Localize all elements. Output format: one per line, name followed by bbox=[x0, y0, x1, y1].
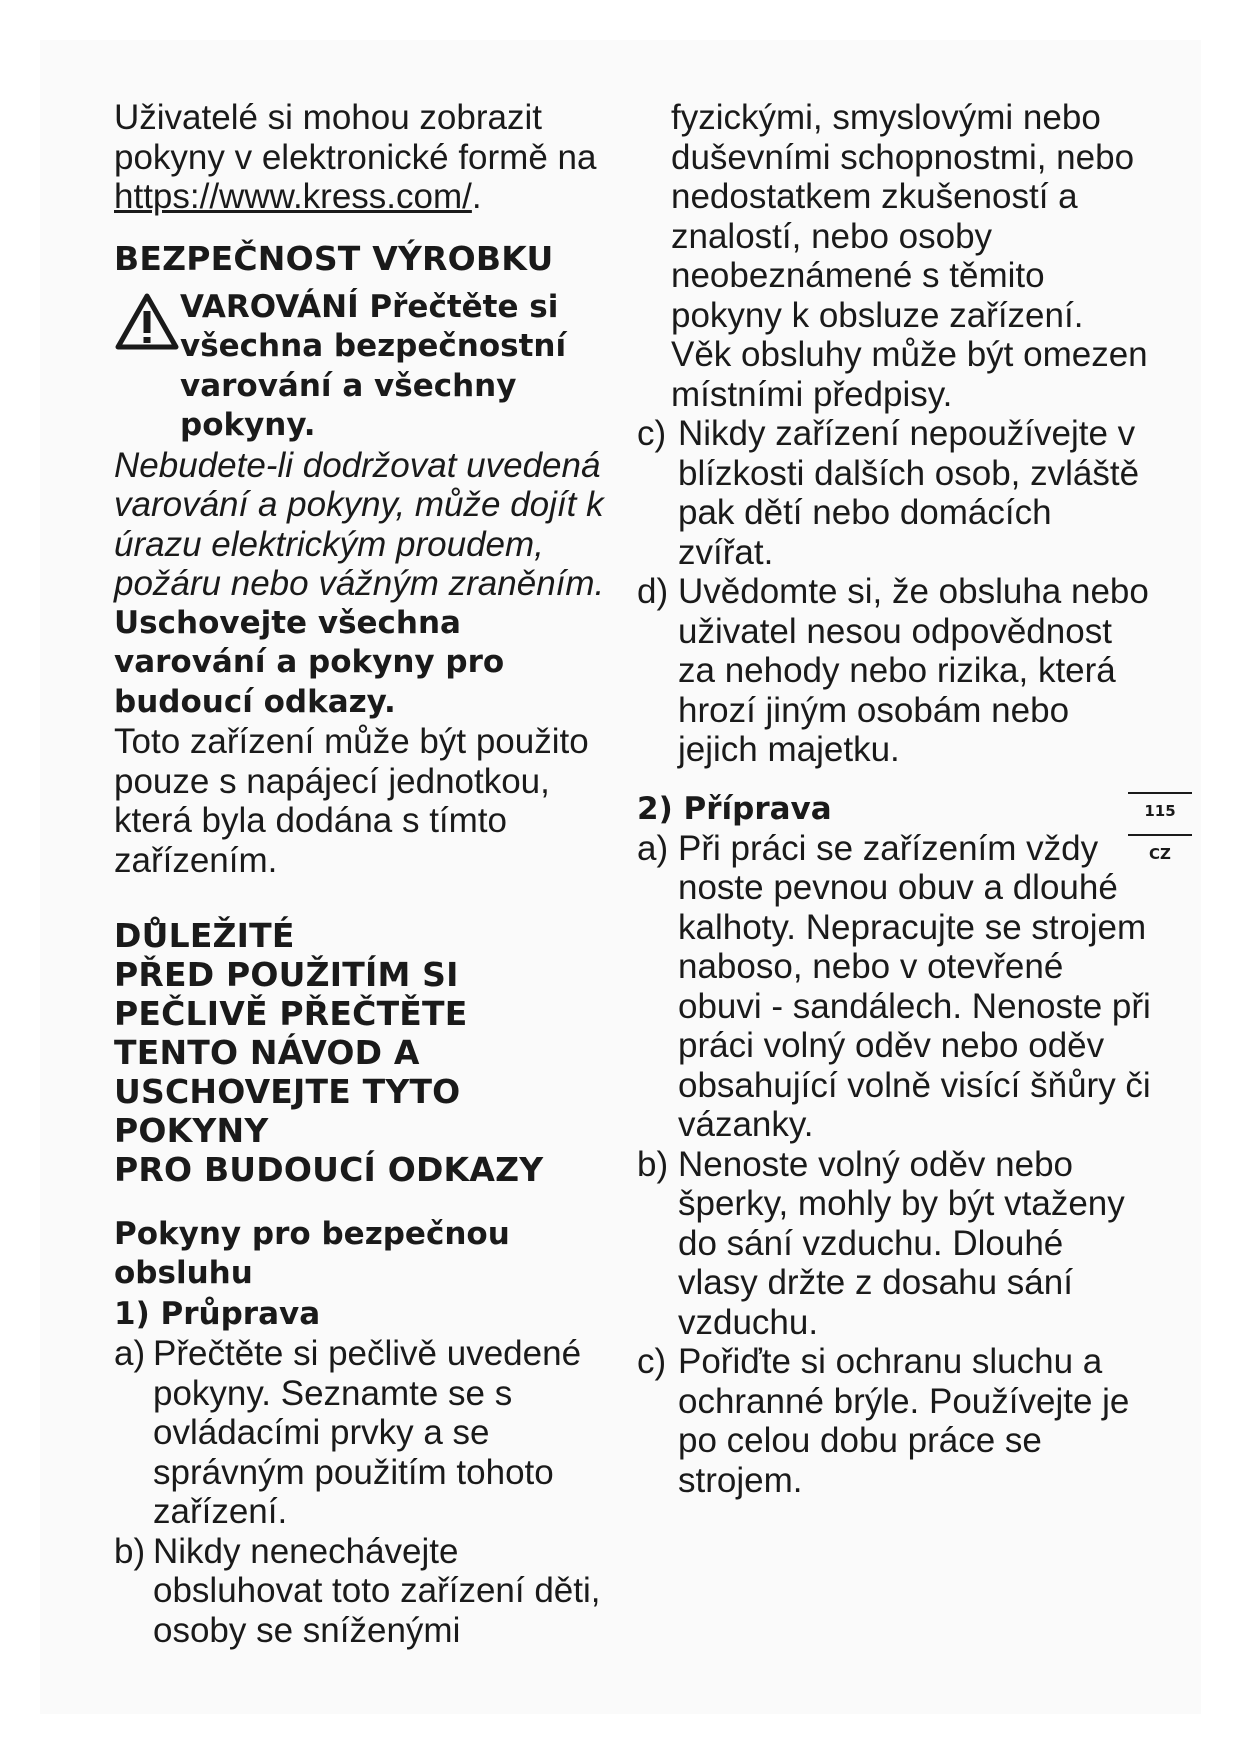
side-divider-top bbox=[1128, 792, 1192, 794]
side-divider-bottom bbox=[1128, 834, 1192, 836]
item-text: Uvědomte si, že obsluha nebo uživatel nesou odpovědnost za nehody nebo rizika, která hrozí jiným osobám nebo jejich majetku. bbox=[678, 572, 1149, 769]
training-item-d bbox=[637, 572, 1151, 770]
item-label: b) bbox=[637, 1144, 669, 1184]
preparation-item-a bbox=[637, 829, 1151, 1145]
important-line: PEČLIVĚ PŘEČTĚTE bbox=[114, 994, 468, 1033]
important-line: TENTO NÁVOD A bbox=[114, 1033, 420, 1072]
preparation-item-b bbox=[637, 1145, 1151, 1343]
item-text: Nikdy nenechávejte obsluhovat toto zařízení děti, osoby se sníženými bbox=[153, 1531, 601, 1650]
kress-link[interactable]: https://www.kress.com/ bbox=[114, 177, 472, 216]
important-line: POKYNY bbox=[114, 1111, 269, 1150]
item-label: c) bbox=[637, 1342, 667, 1381]
important-block bbox=[114, 916, 614, 1189]
important-line: PRO BUDOUCÍ ODKAZY bbox=[114, 1150, 544, 1189]
page-number: 115 bbox=[1144, 802, 1176, 820]
preparation-heading: 2) Příprava bbox=[637, 790, 832, 827]
warning-bold-lead: VAROVÁNÍ Přečtěte si všechna bezpečnostní varování a všechny pokyny. bbox=[180, 288, 567, 443]
item-text: Při práci se zařízením vždy noste pevnou obuv a dlouhé kalhoty. Nepracujte se strojem naboso, nebo v otevřené obuvi - sandálech. Nenoste při práci volný oděv nebo oděv obsahující volně visící šňůry či vázanky. bbox=[678, 828, 1151, 1144]
warning-keep: Uschovejte všechna varování a pokyny pro budoucí odkazy. bbox=[114, 604, 505, 720]
right-column bbox=[637, 98, 1151, 1500]
training-heading: 1) Průprava bbox=[114, 1296, 321, 1332]
section-title-safety: BEZPEČNOST VÝROBKU bbox=[114, 238, 554, 278]
training-item-b bbox=[114, 1532, 614, 1651]
important-line: USCHOVEJTE TYTO bbox=[114, 1072, 461, 1111]
item-text: Pořiďte si ochranu sluchu a ochranné brýle. Používejte je po celou dobu práce se strojem. bbox=[678, 1342, 1130, 1500]
intro-paragraph bbox=[114, 98, 614, 217]
item-label: a) bbox=[637, 828, 669, 868]
intro-text: Uživatelé si mohou zobrazit pokyny v elektronické formě na bbox=[114, 98, 597, 177]
intro-after: . bbox=[471, 177, 482, 216]
safe-operation-title: Pokyny pro bezpečnou obsluhu bbox=[114, 1216, 510, 1291]
item-text: Nikdy zařízení nepoužívejte v blízkosti dalších osob, zvláště pak dětí nebo domácích zvířat. bbox=[678, 414, 1140, 572]
item-label: d) bbox=[637, 572, 669, 611]
important-line: PŘED POUŽITÍM SI bbox=[114, 955, 459, 994]
training-item-a bbox=[114, 1334, 614, 1532]
item-text: Nenoste volný oděv nebo šperky, mohly by být vtaženy do sání vzduchu. Dlouhé vlasy držte z dosahu sání vzduchu. bbox=[678, 1144, 1125, 1342]
warning-triangle-icon bbox=[114, 292, 180, 352]
training-item-b-continued: fyzickými, smyslovými nebo duševními schopnostmi, nebo nedostatkem zkušeností a znalostí, nebo osoby neobeznámené s těmito pokyny k obsluze zařízení. Věk obsluhy může být omezen místními předpisy. bbox=[671, 98, 1148, 414]
item-label: c) bbox=[637, 414, 667, 453]
preparation-item-c bbox=[637, 1342, 1151, 1500]
warning-text bbox=[114, 288, 614, 604]
warning-block bbox=[114, 288, 614, 881]
item-label: b) bbox=[114, 1531, 146, 1571]
language-code: CZ bbox=[1149, 845, 1171, 863]
training-item-c bbox=[637, 414, 1151, 572]
item-label: a) bbox=[114, 1334, 146, 1373]
power-note: Toto zařízení může být použito pouze s napájecí jednotkou, která byla dodána s tímto zařízením. bbox=[114, 722, 589, 880]
left-column bbox=[114, 98, 614, 1650]
important-line: DŮLEŽITÉ bbox=[114, 916, 295, 955]
warning-italic: Nebudete-li dodržovat uvedená varování a pokyny, může dojít k úrazu elektrickým proudem, požáru nebo vážným zraněním. bbox=[114, 445, 605, 603]
item-text: Přečtěte si pečlivě uvedené pokyny. Seznamte se s ovládacími prvky a se správným použitím tohoto zařízení. bbox=[153, 1334, 582, 1531]
